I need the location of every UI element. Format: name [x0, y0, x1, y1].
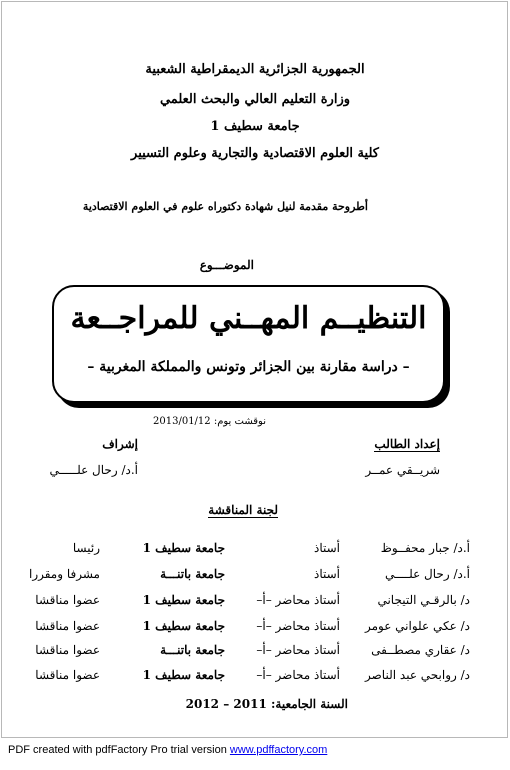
supervisor-label: إشراف	[102, 437, 138, 451]
member-role: عضوا مناقشا	[35, 643, 100, 657]
defense-date: نوقشت يوم: 2013/01/12	[153, 416, 266, 427]
member-name: د/ عقاري مصطــفى	[371, 643, 470, 657]
pdf-footer	[8, 744, 327, 756]
member-rank: أستاذ محاضر –أ–	[256, 668, 340, 682]
academic-year: السنة الجامعية: 2011 – 2012	[185, 697, 348, 711]
committee-row	[30, 593, 470, 611]
faculty-name: كلية العلوم الاقتصادية والتجارية وعلوم التسيير	[131, 146, 379, 161]
ministry-name: وزارة التعليم العالي والبحث العلمي	[159, 92, 351, 107]
committee-label: لجنة المناقشة	[208, 503, 278, 517]
member-rank: أستاذ	[313, 567, 340, 581]
student-name: شريــقي عمــر	[365, 463, 440, 477]
member-rank: أستاذ محاضر –أ–	[256, 593, 340, 607]
member-university: جامعة سطيف 1	[142, 619, 225, 633]
committee-row	[30, 668, 470, 686]
member-rank: أستاذ محاضر –أ–	[256, 643, 340, 657]
committee-row	[30, 643, 470, 661]
member-role: مشرفا ومقررا	[28, 567, 100, 581]
member-role: عضوا مناقشا	[35, 619, 100, 633]
republic-name: الجمهورية الجزائرية الديمقراطية الشعبية	[145, 62, 365, 77]
university-name: جامعة سطيف 1	[210, 119, 300, 134]
member-name: أ.د/ رحال علــــي	[385, 567, 470, 581]
thesis-description: أطروحة مقدمة لنيل شهادة دكتوراه علوم في العلوم الاقتصادية	[82, 200, 368, 213]
committee-row	[30, 541, 470, 559]
member-name: د/ روابحي عبد الناصر	[365, 668, 470, 682]
member-name: د/ بالرقـي التيجاني	[377, 593, 470, 607]
supervisor-name: أ.د/ رحال علـــــي	[49, 463, 138, 477]
member-name: أ.د/ جبار محفــوظ	[380, 541, 470, 555]
committee-row	[30, 567, 470, 585]
member-role: عضوا مناقشا	[35, 668, 100, 682]
member-rank: أستاذ محاضر –أ–	[256, 619, 340, 633]
member-rank: أستاذ	[313, 541, 340, 555]
committee-row	[30, 619, 470, 637]
title-box	[52, 285, 445, 403]
thesis-title: التنظيــم المهــني للمراجــعة	[70, 301, 427, 336]
pdffactory-link[interactable]: www.pdffactory.com	[229, 744, 328, 756]
member-university: جامعة باتنـــة	[160, 643, 225, 657]
member-university: جامعة سطيف 1	[142, 668, 225, 682]
member-role: رئيسا	[72, 541, 100, 555]
member-name: د/ عكي علواني عومر	[364, 619, 470, 633]
thesis-subtitle: – دراسة مقارنة بين الجزائر وتونس والمملكة المغربية –	[87, 359, 410, 375]
student-label: إعداد الطالب	[374, 437, 440, 451]
member-university: جامعة سطيف 1	[142, 541, 225, 555]
member-university: جامعة سطيف 1	[142, 593, 225, 607]
subject-label: الموضـــوع	[199, 258, 254, 272]
footer-text: PDF created with pdfFactory Pro trial version	[8, 744, 230, 756]
member-role: عضوا مناقشا	[35, 593, 100, 607]
member-university: جامعة باتنـــة	[160, 567, 225, 581]
